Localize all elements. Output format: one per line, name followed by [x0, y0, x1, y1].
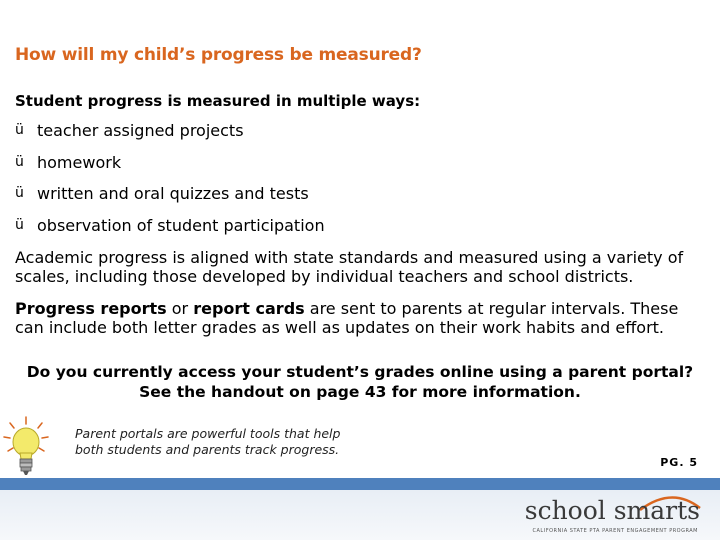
progress-reports-paragraph [15, 299, 705, 337]
para-connector: or [166, 299, 194, 318]
question-line-2: See the handout on page 43 for more information. [139, 383, 581, 401]
list-item-label: observation of student participation [37, 215, 325, 235]
list-item [15, 153, 325, 185]
para-rest: are sent to parents at regular intervals. These can include both letter grades as well as updates on their work habits and effort. [15, 299, 679, 337]
footer-bar [0, 478, 720, 490]
logo-wordmark [525, 496, 700, 525]
lightbulb-icon [2, 415, 50, 479]
list-item [15, 216, 325, 248]
logo-word-school: school [524, 496, 606, 525]
progress-reports-term: Progress reports [15, 299, 167, 318]
question-line-1: Do you currently access your student’s grades online using a parent portal? [26, 363, 694, 381]
list-item [15, 184, 325, 216]
portal-note: Parent portals are powerful tools that help both students and parents track progress. [75, 426, 341, 457]
list-item-label: homework [37, 152, 122, 172]
page-number: PG. 5 [660, 456, 698, 469]
footer [0, 490, 720, 540]
school-smarts-logo [524, 494, 708, 538]
logo-tagline: CALIFORNIA STATE PTA PARENT ENGAGEMENT PROGRAM [532, 528, 698, 534]
parent-portal-question [10, 362, 710, 402]
check-icon: ü [15, 185, 24, 201]
list-item [15, 121, 325, 153]
intro-text: Student progress is measured in multiple ways: [15, 92, 421, 110]
check-icon: ü [15, 122, 24, 138]
check-icon: ü [15, 153, 24, 170]
logo-word-smarts: smarts [613, 496, 700, 525]
list-item-label: teacher assigned projects [37, 121, 244, 140]
report-cards-term: report cards [193, 299, 305, 318]
page-title: How will my child’s progress be measured? [15, 45, 422, 65]
measurement-list [15, 121, 325, 247]
check-icon: ü [15, 216, 24, 233]
academic-progress-paragraph: Academic progress is aligned with state standards and measured using a variety of scales, including those developed by individual teachers and school districts. [15, 248, 684, 286]
list-item-label: written and oral quizzes and tests [37, 184, 309, 203]
